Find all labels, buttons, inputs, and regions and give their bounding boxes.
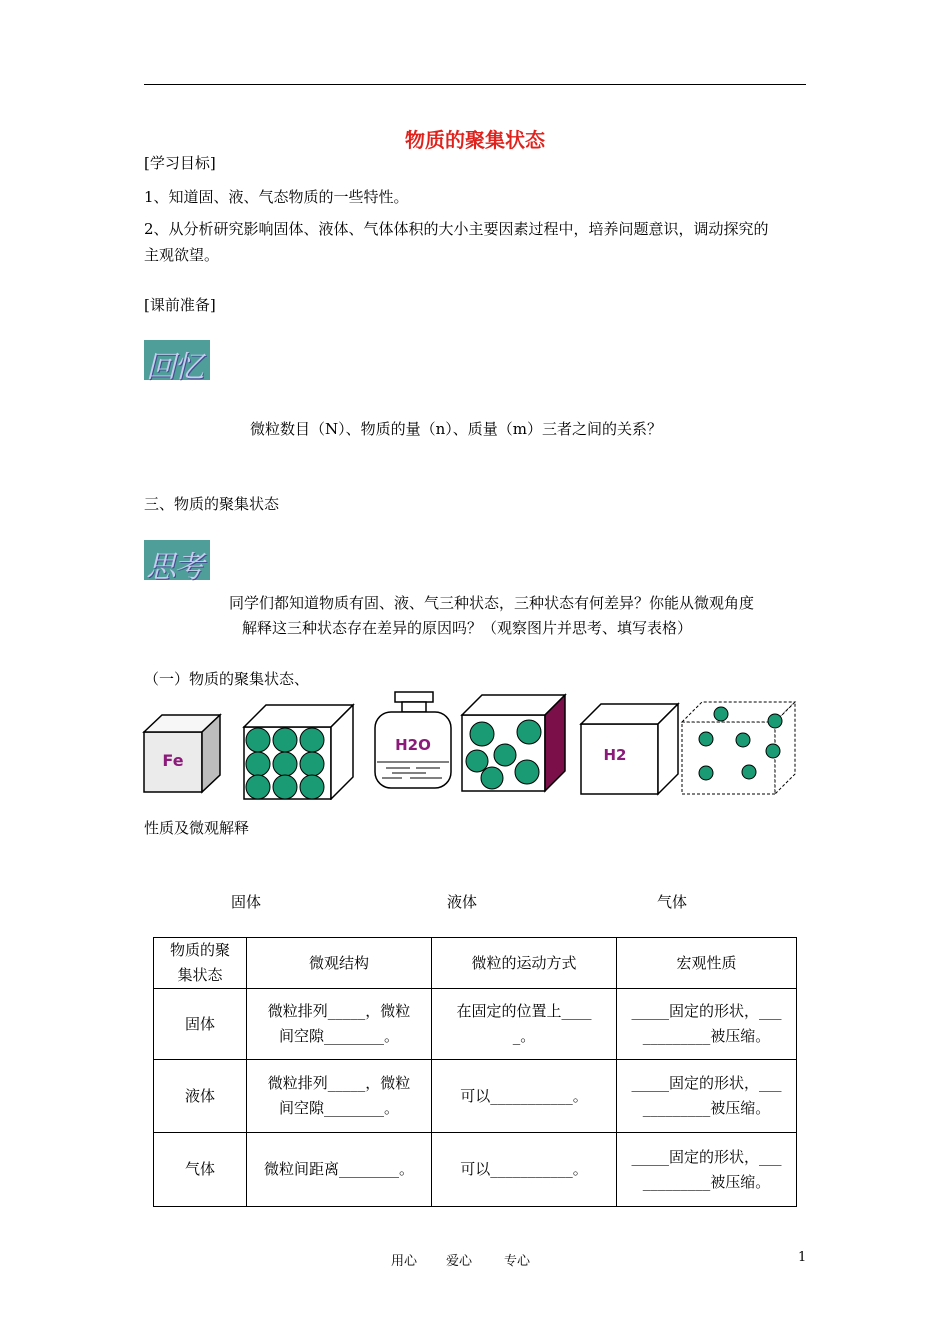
think-text-line-1: 同学们都知道物质有固、液、气三种状态，三种状态有何差异？你能从微观角度 [229,594,755,612]
footer-motto-1: 用心 [391,1254,418,1269]
gas-particle [768,714,782,728]
prep-heading: [课前准备] [144,296,216,314]
table-cell-macro: _____固定的形状，___ _________被压缩。 [617,1060,797,1133]
recall-badge [144,340,210,385]
footer-motto-2: 爱心 [446,1254,473,1269]
table-cell-motion: 可以___________。 [432,1060,617,1133]
solid-particle [246,728,270,752]
gas-particle [699,732,713,746]
table-cell-macro: _____固定的形状，___ _________被压缩。 [617,1133,797,1207]
liquid-particle [494,744,516,766]
state-label-gas: 气体 [657,893,688,911]
gas-particle [699,766,713,780]
liquid-particle [470,722,494,746]
gas-particle-cube [682,702,795,794]
section-heading-3: 三、物质的聚集状态 [144,495,280,513]
table-cell-structure: 微粒排列_____，微粒 间空隙________。 [247,989,432,1060]
h2o-label: H2O [395,736,431,754]
table-cell-state: 气体 [154,1133,247,1207]
table-row [154,1133,797,1207]
states-table [153,937,797,1207]
table-cell-macro: _____固定的形状，___ _________被压缩。 [617,989,797,1060]
h2-label: H2 [603,746,627,764]
solid-particle [246,752,270,776]
table-header-motion: 微粒的运动方式 [432,938,617,989]
objective-2-line-1: 2、从分析研究影响固体、液体、气体体积的大小主要因素过程中，培养问题意识，调动探究的 [144,220,769,238]
solid-particle [300,728,324,752]
think-badge [144,540,210,585]
page-title: 物质的聚集状态 [405,128,545,152]
fe-label: Fe [162,751,184,770]
table-cell-structure: 微粒间距离________。 [247,1133,432,1207]
table-cell-state: 液体 [154,1060,247,1133]
properties-label: 性质及微观解释 [144,819,250,837]
liquid-particle [517,720,541,744]
gas-particle [766,744,780,758]
recall-badge-text: 回忆 [146,350,202,385]
fe-cube [144,715,220,792]
gas-particle [742,765,756,779]
table-cell-motion: 可以___________。 [432,1133,617,1207]
liquid-particle-cube [462,695,565,791]
solid-particle-cube [244,705,353,799]
water-bottle [375,692,451,788]
solid-particle [273,775,297,799]
table-row [154,1060,797,1133]
solid-particle [273,752,297,776]
subsection-heading-1: （一）物质的聚集状态、 [144,670,310,688]
objective-1: 1、知道固、液、气态物质的一些特性。 [144,188,409,206]
solid-particle [300,752,324,776]
footer-motto-3: 专心 [504,1254,531,1269]
objectives-heading: [学习目标] [144,154,216,172]
solid-particle [300,775,324,799]
table-row [154,989,797,1060]
header-rule [144,84,806,85]
liquid-particle [481,767,503,789]
liquid-particle [515,760,539,784]
table-cell-structure: 微粒排列_____，微粒 间空隙________。 [247,1060,432,1133]
recall-question: 微粒数目（N）、物质的量（n）、质量（m）三者之间的关系？ [250,420,663,438]
solid-particle [246,775,270,799]
state-label-solid: 固体 [231,893,262,911]
gas-particle [736,733,750,747]
page-number: 1 [798,1250,807,1265]
liquid-particle [466,750,488,772]
gas-particle [714,707,728,721]
states-of-matter-figure [140,688,800,800]
table-header-structure: 微观结构 [247,938,432,989]
think-text-line-2: 解释这三种状态存在差异的原因吗？（观察图片并思考、填写表格） [242,619,693,637]
solid-particle [273,728,297,752]
table-cell-motion: 在固定的位置上____ _。 [432,989,617,1060]
think-badge-text: 思考 [146,550,202,585]
table-cell-state: 固体 [154,989,247,1060]
table-header-row [154,938,797,989]
table-header-macro: 宏观性质 [617,938,797,989]
table-header-state: 物质的聚 集状态 [154,938,247,989]
objective-2-line-2: 主观欲望。 [144,246,220,264]
state-label-liquid: 液体 [447,893,478,911]
h2-cube [581,704,678,794]
